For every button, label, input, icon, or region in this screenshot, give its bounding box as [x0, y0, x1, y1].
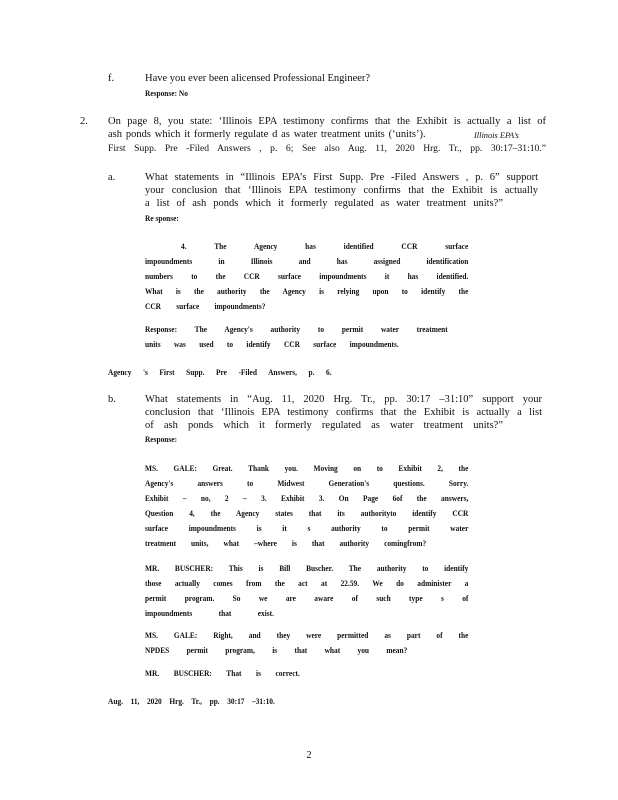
item-a-label: a. [108, 172, 116, 183]
item-2-citation-inline: Illinois EPA’s [474, 131, 519, 140]
transcript-line: MR. BUSCHER: This is Bill Buscher. The authority to identify [145, 563, 469, 573]
item-f-question: Have you ever been alicensed Professional Engineer? [145, 73, 371, 84]
item-b-line: of ash ponds which it formerly regulated as water treatment units?” [145, 420, 503, 431]
item-a-line: a list of ash ponds which it formerly regulated as water treatment units?” [145, 198, 503, 209]
item-a-line: What statements in “Illinois EPA’s First Supp. Pre -Filed Answers , p. 6” support [145, 172, 538, 183]
item-2-number: 2. [80, 116, 88, 127]
item-a-line: your conclusion that ‘Illinois EPA testimony confirms that the Exhibit is actually [145, 185, 538, 196]
quoted-question-line: 4. The Agency has identified CCR surface [181, 241, 469, 251]
transcript-line: MS. GALE: Great. Thank you. Moving on to Exhibit 2, the [145, 463, 469, 473]
page-number: 2 [306, 750, 312, 761]
quoted-question-line: numbers to the CCR surface impoundments it has identified. [145, 271, 469, 281]
transcript-line: surface impoundments is it s authority to permit water [145, 523, 469, 533]
transcript-line: impoundments that exist. [145, 608, 274, 618]
quoted-response-line: units was used to identify CCR surface impoundments. [145, 339, 399, 349]
transcript-line: MR. BUSCHER: That is correct. [145, 668, 300, 678]
item-2-line: First Supp. Pre -Filed Answers , p. 6; See also Aug. 11, 2020 Hrg. Tr., pp. 30:17–31:10.” [108, 143, 546, 154]
transcript-line: Agency's answers to Midwest Generation's questions. Sorry. [145, 478, 469, 488]
quoted-question-line: CCR surface impoundments? [145, 301, 266, 311]
item-b-citation: Aug. 11, 2020 Hrg. Tr., pp. 30:17 –31:10. [108, 696, 275, 706]
item-a-citation: Agency 's First Supp. Pre -Filed Answers, p. 6. [108, 367, 332, 377]
item-b-label: b. [108, 394, 116, 405]
transcript-line: permit program. So we are aware of such type s of [145, 593, 469, 603]
quoted-response-line: Response: The Agency's authority to permit water treatment [145, 324, 448, 334]
quoted-question-line: What is the authority the Agency is relying upon to identify the [145, 286, 469, 296]
transcript-line: NPDES permit program, is that what you mean? [145, 645, 408, 655]
transcript-line: MS. GALE: Right, and they were permitted as part of the [145, 630, 469, 640]
item-b-line: What statements in “Aug. 11, 2020 Hrg. Tr., pp. 30:17 –31:10” support your [145, 394, 542, 405]
quoted-question-line: impoundments in Illinois and has assigned identification [145, 256, 469, 266]
transcript-line: Question 4, the Agency states that its authorityto identify CCR [145, 508, 469, 518]
item-f-label: f. [108, 73, 115, 84]
item-2-line: ash ponds which it formerly regulate d as water treatment units (‘units’). [108, 129, 426, 140]
item-b-response-label: Response: [145, 434, 178, 444]
transcript-line: treatment units, what –where is that authority comingfrom? [145, 538, 427, 548]
transcript-line: Exhibit – no, 2 – 3. Exhibit 3. On Page 6of the answers, [145, 493, 469, 503]
item-2-line: On page 8, you state: ‘Illinois EPA testimony confirms that the Exhibit is actually a list of [108, 116, 546, 127]
item-a-response-label: Re sponse: [145, 213, 179, 223]
item-b-line: conclusion that ‘Illinois EPA testimony confirms that the Exhibit is actually a list [145, 407, 542, 418]
item-f-response: Response: No [145, 88, 188, 98]
transcript-line: those actually comes from the act at 22.59. We do administer a [145, 578, 469, 588]
